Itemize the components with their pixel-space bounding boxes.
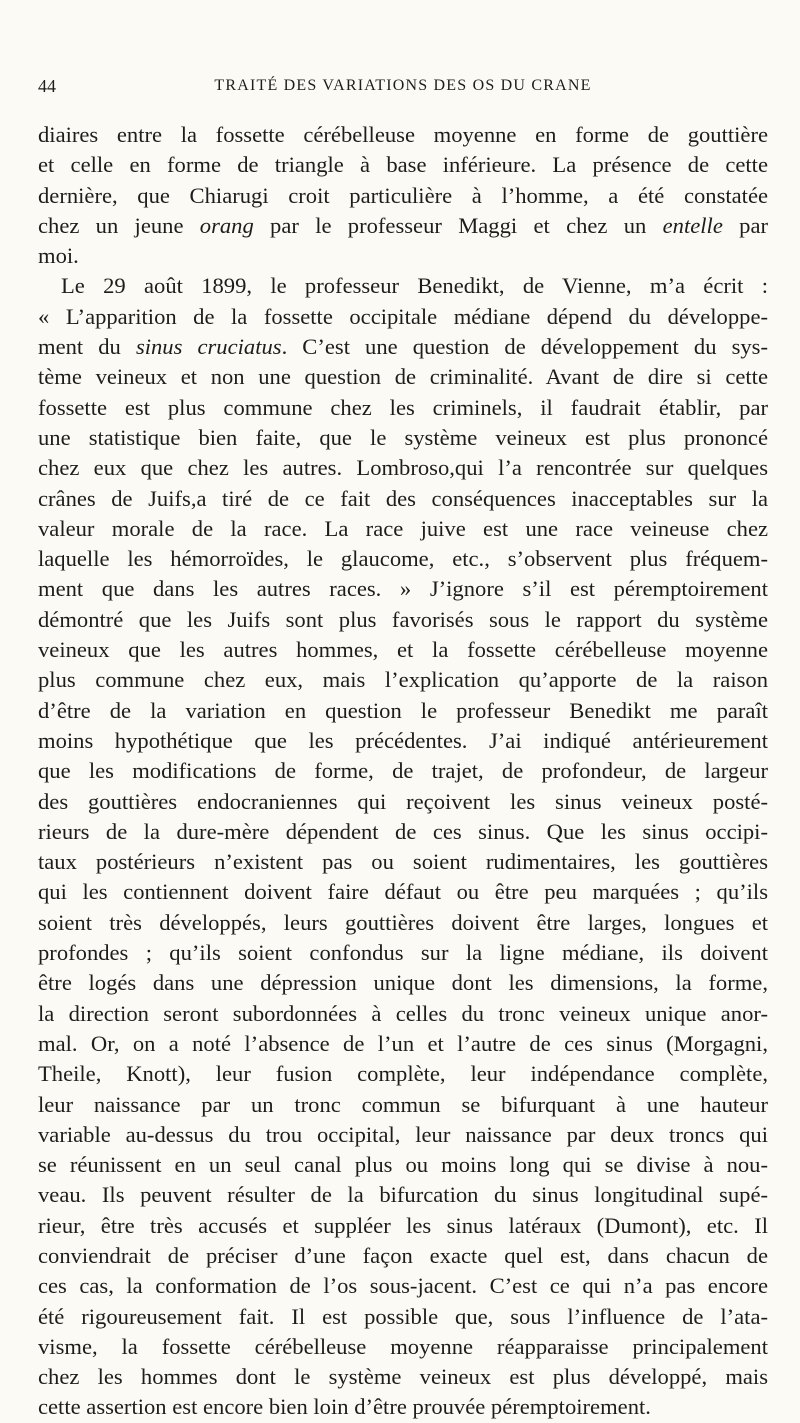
- text-line: [38, 1241, 768, 1271]
- text-line: [38, 756, 768, 786]
- text-line: [38, 877, 768, 907]
- text-run: chez un jeune: [38, 212, 200, 238]
- text-line: [38, 514, 768, 544]
- text-line: [38, 574, 768, 604]
- page-header: [38, 76, 768, 102]
- text-line: [38, 817, 768, 847]
- text-line: [38, 999, 768, 1029]
- text-run: que les modifications de forme, de trajet, de profondeur, de largeur: [38, 758, 768, 784]
- text-run: moins hypothétique que les précédentes. J’ai indiqué antérieurement: [38, 727, 768, 753]
- italic-term: orang: [199, 212, 254, 238]
- text-line: [38, 605, 768, 635]
- italic-term: entelle: [662, 212, 723, 238]
- running-title: TRAITÉ DES VARIATIONS DES OS DU CRANE: [214, 77, 592, 94]
- text-line: [38, 271, 768, 301]
- text-line: [38, 968, 768, 998]
- text-run: chez eux que chez les autres. Lombroso,qui l’a rencontrée sur quelques: [38, 455, 768, 481]
- italic-term: sinus cruciatus: [135, 334, 282, 360]
- text-run: par le professeur Maggi et chez un: [253, 212, 663, 238]
- text-line: [38, 635, 768, 665]
- text-run: moi.: [38, 243, 79, 269]
- text-run: variable au-dessus du trou occipital, leur naissance par deux troncs qui: [38, 1121, 768, 1147]
- text-run: rieur, être très accusés et suppléer les sinus latéraux (Dumont), etc. Il: [38, 1212, 768, 1238]
- text-line: [38, 120, 768, 150]
- text-run: des gouttières endocraniennes qui reçoivent les sinus veineux posté-: [38, 788, 768, 814]
- text-line: [38, 1211, 768, 1241]
- text-line: [38, 1302, 768, 1332]
- text-run: fossette est plus commune chez les criminels, il faudrait établir, par: [38, 394, 768, 420]
- text-run: profondes ; qu’ils soient confondus sur la ligne médiane, ils doivent: [38, 940, 768, 966]
- text-run: taux postérieurs n’existent pas ou soient rudimentaires, les gouttières: [38, 849, 768, 875]
- text-line: [38, 453, 768, 483]
- text-run: veineux que les autres hommes, et la fossette cérébelleuse moyenne: [38, 637, 768, 663]
- text-line: [38, 1332, 768, 1362]
- text-run: leur naissance par un tronc commun se bifurquant à une hauteur: [38, 1091, 768, 1117]
- text-line: [38, 1059, 768, 1089]
- text-run: ment que dans les autres races. » J’ignore s’il est péremptoirement: [38, 576, 768, 602]
- page-number: 44: [38, 76, 56, 96]
- text-run: ces cas, la conformation de l’os sous-jacent. C’est ce qui n’a pas encore: [38, 1273, 768, 1299]
- text-run: visme, la fossette cérébelleuse moyenne réapparaisse principalement: [38, 1333, 768, 1359]
- text-line: [38, 665, 768, 695]
- text-run: par: [722, 212, 769, 238]
- text-line: [38, 1029, 768, 1059]
- text-run: tème veineux et non une question de criminalité. Avant de dire si cette: [38, 364, 768, 390]
- text-line: [38, 1150, 768, 1180]
- text-line: [38, 1271, 768, 1301]
- text-line: [38, 332, 768, 362]
- text-run: valeur morale de la race. La race juive est une race veineuse chez: [38, 515, 768, 541]
- text-run: laquelle les hémorroïdes, le glaucome, etc., s’observent plus fréquem-: [38, 546, 768, 572]
- text-line: [38, 847, 768, 877]
- text-line: [38, 1120, 768, 1150]
- text-line: [38, 938, 768, 968]
- text-run: été rigoureusement fait. Il est possible que, sous l’influence de l’ata-: [38, 1303, 768, 1329]
- text-run: chez les hommes dont le système veineux est plus développé, mais: [38, 1364, 768, 1390]
- text-line: [38, 1090, 768, 1120]
- text-run: une statistique bien faite, que le système veineux est plus prononcé: [38, 424, 768, 450]
- text-line: [38, 726, 768, 756]
- text-run: rieurs de la dure-mère dépendent de ces sinus. Que les sinus occipi-: [38, 818, 768, 844]
- text-run: ment du: [38, 334, 136, 360]
- text-line: [38, 696, 768, 726]
- text-line: [38, 150, 768, 180]
- text-run: crânes de Juifs,a tiré de ce fait des conséquences inacceptables sur la: [38, 485, 768, 511]
- text-run: plus commune chez eux, mais l’explication qu’apporte de la raison: [38, 667, 768, 693]
- text-run: cette assertion est encore bien loin d’être prouvée péremptoirement.: [38, 1394, 651, 1420]
- text-line: [38, 908, 768, 938]
- text-run: être logés dans une dépression unique dont les dimensions, la forme,: [38, 970, 768, 996]
- text-run: mal. Or, on a noté l’absence de l’un et l’autre de ces sinus (Morgagni,: [38, 1030, 768, 1056]
- body-text: [38, 120, 768, 1423]
- text-run: la direction seront subordonnées à celles du tronc veineux unique anor-: [38, 1000, 768, 1026]
- text-line: [38, 393, 768, 423]
- text-run: d’être de la variation en question le professeur Benedikt me paraît: [38, 697, 768, 723]
- text-run: se réunissent en un seul canal plus ou moins long qui se divise à nou-: [38, 1152, 768, 1178]
- text-line: [38, 302, 768, 332]
- text-line: [38, 241, 768, 271]
- text-line: [38, 484, 768, 514]
- text-line: [38, 1392, 768, 1422]
- text-line: [38, 544, 768, 574]
- text-line: [38, 211, 768, 241]
- text-run: « L’apparition de la fossette occipitale médiane dépend du développe-: [38, 303, 768, 329]
- text-run: démontré que les Juifs sont plus favorisés sous le rapport du système: [38, 606, 768, 632]
- text-run: qui les contiennent doivent faire défaut ou être peu marquées ; qu’ils: [38, 879, 768, 905]
- text-run: veau. Ils peuvent résulter de la bifurcation du sinus longitudinal supé-: [38, 1182, 768, 1208]
- text-run: soient très développés, leurs gouttières doivent être larges, longues et: [38, 909, 768, 935]
- text-line: [38, 362, 768, 392]
- text-line: [38, 1362, 768, 1392]
- text-run: . C’est une question de développement du sys-: [281, 334, 768, 360]
- text-line: [38, 423, 768, 453]
- text-line: [38, 1180, 768, 1210]
- text-run: Le 29 août 1899, le professeur Benedikt, de Vienne, m’a écrit :: [61, 273, 768, 299]
- text-line: [38, 787, 768, 817]
- text-line: [38, 181, 768, 211]
- text-run: et celle en forme de triangle à base inférieure. La présence de cette: [38, 152, 768, 178]
- text-run: diaires entre la fossette cérébelleuse moyenne en forme de gouttière: [38, 122, 768, 147]
- text-run: dernière, que Chiarugi croit particulière à l’homme, a été constatée: [38, 182, 768, 208]
- text-run: Theile, Knott), leur fusion complète, leur indépendance complète,: [38, 1061, 768, 1087]
- text-run: conviendrait de préciser d’une façon exacte quel est, dans chacun de: [38, 1242, 768, 1268]
